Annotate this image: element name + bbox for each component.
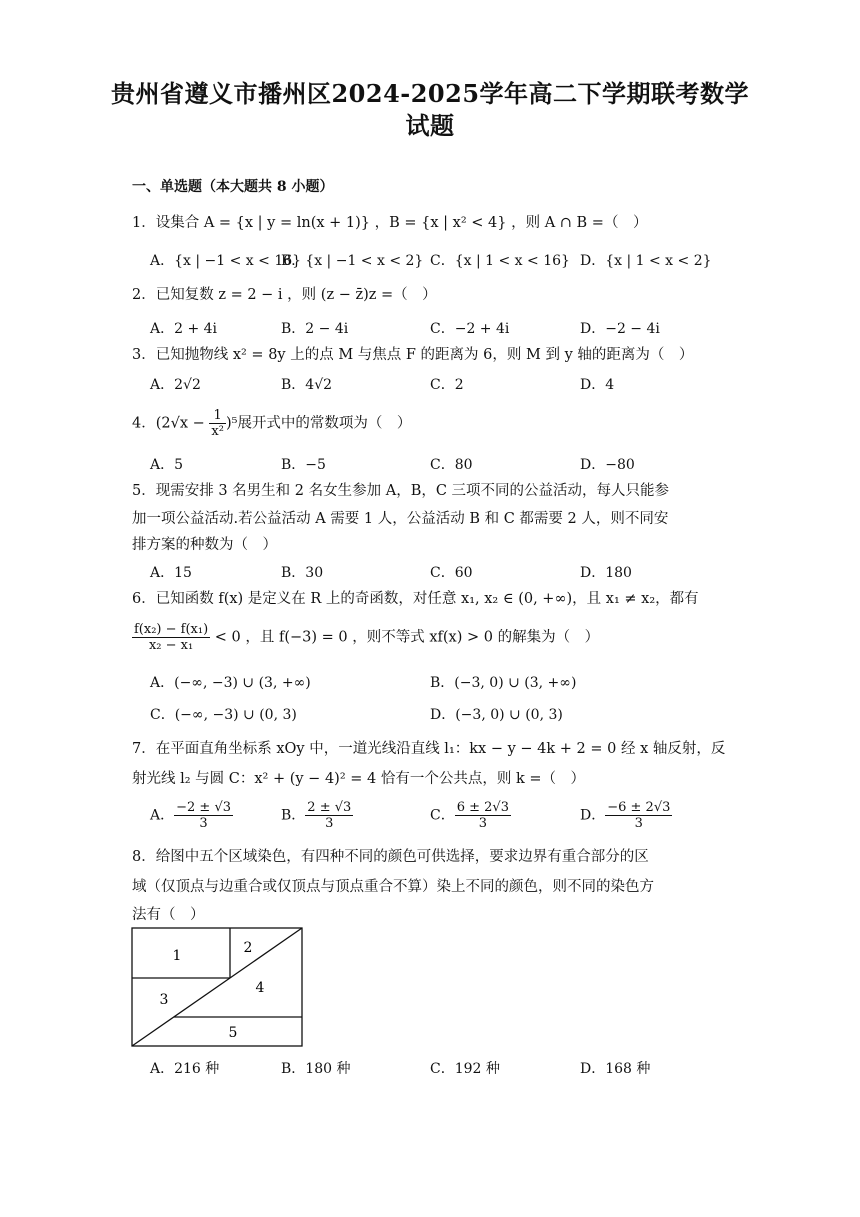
question-7-option-b-numerator: 2 ± √3 [307,800,352,815]
question-7-option-c-numerator: 6 ± 2√3 [456,800,509,815]
question-4-fraction [209,408,226,439]
question-2-option-c: C．−2 + 4i [430,321,510,337]
question-6-fraction-numerator: f(x₂) − f(x₁) [134,622,209,637]
question-4-option-d: D．−80 [580,457,635,473]
question-3-option-c: C．2 [430,377,464,393]
question-7-option-b-denominator: 3 [325,816,334,831]
figure-diagonal [132,928,302,1046]
question-1-stem: 1．设集合 A = {x | y = ln(x + 1)} ，B = {x | x² < 4} ，则 A ∩ B =（ ） [132,215,648,231]
question-8-stem-line3: 法有（ ） [132,907,205,923]
question-4-option-a: A．5 [150,457,184,473]
question-6-stem-line1: 6．已知函数 f(x) 是定义在 R 上的奇函数，对任意 x₁, x₂ ∈ (0, +∞)，且 x₁ ≠ x₂，都有 [132,591,699,607]
question-1-option-c: C．{x | 1 < x < 16} [430,253,570,269]
question-1-option-a: A．{x | −1 < x < 16} [150,253,302,269]
question-7-option-b-fraction [305,800,353,831]
question-1-option-b: B．{x | −1 < x < 2} [281,253,424,269]
question-5-option-a: A．15 [150,565,192,581]
question-2-stem: 2．已知复数 z = 2 − i ，则 (z − z̄)z =（ ） [132,287,437,303]
question-3-option-a: A．2√2 [150,377,201,393]
question-7-option-d-fraction [605,800,672,831]
question-6-option-c: C．(−∞, −3) ∪ (0, 3) [150,707,297,723]
question-8-stem-line1: 8．给图中五个区域染色，有四种不同的颜色可供选择，要求边界有重合部分的区 [132,849,649,865]
question-1-option-d: D．{x | 1 < x < 2} [580,253,712,269]
question-2-option-d: D．−2 − 4i [580,321,660,337]
question-6-fraction-denominator: x₂ − x₁ [148,638,194,653]
question-8-option-c: C．192 种 [430,1061,500,1077]
question-6-option-b: B．(−3, 0) ∪ (3, +∞) [430,675,577,691]
question-4-stem [132,408,732,439]
question-7-option-d-numerator: −6 ± 2√3 [607,800,671,815]
question-7-option-c-label: C． [430,807,455,824]
question-7-stem-line2: 射光线 l₂ 与圆 C：x² + (y − 4)² = 4 恰有一个公共点，则 k =（ ） [132,771,585,787]
exam-title-line1: 贵州省遵义市播州区2024-2025学年高二下学期联考数学 [110,79,750,108]
section-heading: 一、单选题（本大题共 8 小题） [132,179,334,195]
question-7-option-a-denominator: 3 [199,816,208,831]
question-2-option-a: A．2 + 4i [150,321,218,337]
question-4-text: 展开式中的常数项为（ ） [237,415,412,432]
question-7-option-a-label: A． [150,807,175,824]
question-7-option-c-denominator: 3 [478,816,487,831]
question-6-fraction [132,622,210,653]
question-5-option-c: C．60 [430,565,473,581]
question-4-fraction-denominator: x² [211,424,224,439]
question-7-option-a-numerator: −2 ± √3 [176,800,232,815]
question-7-option-a [150,800,233,831]
exam-title-line2: 试题 [405,111,455,140]
question-7-option-a-fraction [174,800,233,831]
region-4-label: 4 [255,980,265,996]
question-6-option-a: A．(−∞, −3) ∪ (3, +∞) [150,675,311,691]
question-4-option-b: B．−5 [281,457,326,473]
question-6-stem-line2-text: < 0 ，且 f(−3) = 0 ，则不等式 xf(x) > 0 的解集为（ ） [210,629,600,646]
question-6-stem-line2 [132,622,732,653]
region-coloring-figure [130,926,304,1050]
region-3-label: 3 [159,992,169,1008]
question-7-option-c-fraction [455,800,511,831]
question-3-stem: 3．已知抛物线 x² = 8y 上的点 M 与焦点 F 的距离为 6，则 M 到 y 轴的距离为（ ） [132,347,694,363]
question-8-option-d: D．168 种 [580,1061,651,1077]
question-5-option-d: D．180 [580,565,632,581]
question-4-exponent: )⁵ [225,415,238,432]
question-5-option-b: B．30 [281,565,324,581]
question-7-option-d-label: D． [580,807,606,824]
question-5-stem-line1: 5．现需安排 3 名男生和 2 名女生参加 A，B，C 三项不同的公益活动，每人只能参 [132,483,670,499]
question-8-option-a: A．216 种 [150,1061,220,1077]
question-4-option-c: C．80 [430,457,473,473]
question-5-stem-line3: 排方案的种数为（ ） [132,537,277,553]
question-4-fraction-numerator: 1 [209,408,226,424]
region-2-label: 2 [243,940,253,956]
question-6-option-d: D．(−3, 0) ∪ (0, 3) [430,707,563,723]
question-7-option-c [430,800,511,831]
question-8-stem-line2: 域（仅顶点与边重合或仅顶点与顶点重合不算）染上不同的颜色，则不同的染色方 [132,879,654,895]
question-7-option-b [281,800,353,831]
question-5-stem-line2: 加一项公益活动.若公益活动 A 需要 1 人，公益活动 B 和 C 都需要 2 人，则不同安 [132,511,669,527]
question-7-option-d-denominator: 3 [634,816,643,831]
region-1-label: 1 [172,948,182,964]
question-7-option-d [580,800,672,831]
question-8-option-b: B．180 种 [281,1061,351,1077]
question-4-expression: (2√x − [155,415,210,432]
question-7-option-b-label: B． [281,807,306,824]
question-7-stem-line1: 7．在平面直角坐标系 xOy 中，一道光线沿直线 l₁：kx − y − 4k + 2 = 0 经 x 轴反射，反 [132,741,726,757]
question-4-number: 4． [132,415,156,432]
question-3-option-d: D．4 [580,377,615,393]
question-3-option-b: B．4√2 [281,377,333,393]
region-5-label: 5 [228,1025,238,1041]
question-2-option-b: B．2 − 4i [281,321,349,337]
